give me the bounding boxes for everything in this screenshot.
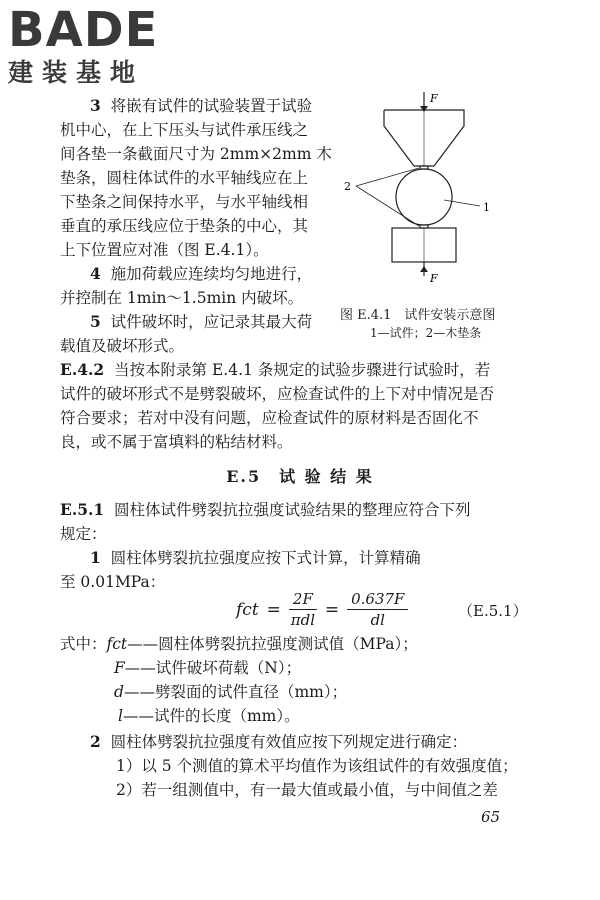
para-3-line: 机中心，在上下压头与试件承压线之 — [60, 121, 309, 139]
leader-2-bottom — [356, 186, 419, 226]
logo-subtitle: 建装基地 — [8, 58, 145, 87]
item-2-sub: 2）若一组测值中，有一最大值或最小值，与中间值之差 — [116, 781, 498, 799]
para-4-line: 并控制在 1min～1.5min 内破坏。 — [60, 289, 304, 307]
fraction-2-denominator: dl — [370, 611, 385, 629]
clause-e42-line: 试件的破坏形式不是劈裂破坏，应检查试件的上下对中情况是否 — [60, 385, 495, 403]
para-5 — [60, 310, 312, 358]
equals-sign: = — [266, 599, 281, 620]
para-3-line: 上下位置应对准（图 E.4.1）。 — [60, 241, 269, 259]
def-symbol: l — [118, 707, 123, 725]
clause-e42-line: 良，或不属于富填料的粘结材料。 — [60, 433, 293, 451]
def-symbol: fct — [106, 635, 128, 653]
figure-caption: 图 E.4.1 试件安装示意图 — [340, 308, 496, 323]
clause-e51-line: 圆柱体试件劈裂抗拉强度试验结果的整理应符合下列 — [114, 501, 471, 519]
para-5-line: 载值及破坏形式。 — [60, 337, 185, 355]
bottom-arrow-head — [420, 266, 428, 272]
para-3-number: 3 — [90, 96, 101, 115]
para-3-line: 垂直的承压线应位于垫条的中心，其 — [60, 217, 309, 235]
fraction-2 — [347, 590, 408, 629]
def-text: ——试件破坏荷载（N）； — [124, 659, 302, 677]
fraction-1-numerator: 2F — [289, 590, 317, 610]
formula-lhs-symbol: fct — [236, 599, 259, 620]
item-1 — [60, 546, 421, 594]
fraction-2-numerator: 0.637F — [347, 590, 408, 610]
specimen-setup-figure — [340, 90, 510, 290]
para-4 — [60, 262, 312, 310]
clause-e51-number: E.5.1 — [60, 500, 105, 519]
logo-wordmark: BADE — [8, 2, 159, 58]
equation-number: （E.5.1） — [458, 602, 528, 620]
clause-e51-line: 规定： — [60, 525, 107, 543]
fraction-1 — [289, 590, 317, 629]
page-number: 65 — [481, 808, 501, 826]
clause-e51 — [60, 498, 471, 546]
clause-e42 — [60, 358, 494, 454]
item-2-sub: 1）以 5 个测值的算术平均值作为该组试件的有效强度值； — [116, 757, 518, 775]
label-f-top: F — [430, 92, 438, 105]
label-2: 2 — [344, 180, 351, 193]
item-1-number: 1 — [90, 548, 101, 567]
label-1: 1 — [483, 201, 490, 214]
para-3 — [60, 94, 332, 262]
clause-e42-number: E.4.2 — [60, 360, 105, 379]
leader-1 — [444, 200, 480, 206]
para-3-line: 下垫条之间保持水平，与水平轴线相 — [60, 193, 309, 211]
equals-sign: = — [324, 599, 340, 620]
formula-e51 — [236, 590, 408, 629]
item-1-line: 至 0.01MPa： — [60, 573, 166, 591]
para-3-line: 将嵌有试件的试验装置于试验 — [110, 97, 313, 115]
fraction-1-denominator: πdl — [290, 611, 316, 629]
para-5-line: 试件破坏时，应记录其最大荷 — [110, 313, 313, 331]
def-symbol: F — [114, 659, 125, 677]
figure-legend: 1—试件；2—木垫条 — [370, 326, 482, 340]
clause-e42-line: 当按本附录第 E.4.1 条规定的试验步骤进行试验时，若 — [114, 361, 491, 379]
item-2-number: 2 — [90, 732, 101, 751]
item-1-line: 圆柱体劈裂抗拉强度应按下式计算，计算精确 — [110, 549, 421, 567]
para-4-line: 施加荷载应连续均匀地进行， — [110, 265, 313, 283]
formula-lhs — [236, 600, 259, 620]
clause-e42-line: 符合要求；若对中没有问题，应检查试件的原材料是否固化不 — [60, 409, 479, 427]
para-4-number: 4 — [90, 264, 101, 283]
item-2-text: 圆柱体劈裂抗拉强度有效值应按下列规定进行确定： — [110, 733, 468, 751]
para-3-line: 垫条，圆柱体试件的水平轴线应在上 — [60, 169, 309, 187]
para-3-line: 间各垫一条截面尺寸为 2mm×2mm 木 — [60, 145, 332, 163]
leader-2-top — [356, 168, 419, 186]
where-block — [60, 632, 418, 728]
def-text: ——劈裂面的试件直径（mm）； — [123, 683, 348, 701]
brand-logo — [8, 4, 158, 88]
para-5-number: 5 — [90, 312, 101, 331]
top-arrow-head — [420, 106, 428, 112]
section-title: E.5 试 验 结 果 — [226, 467, 374, 486]
def-text: ——试件的长度（mm）。 — [122, 707, 300, 725]
label-f-bottom: F — [430, 272, 438, 285]
def-symbol: d — [114, 683, 124, 701]
where-intro: 式中： — [60, 635, 107, 653]
def-text: ——圆柱体劈裂抗拉强度测试值（MPa）； — [127, 635, 418, 653]
item-2 — [60, 730, 518, 802]
